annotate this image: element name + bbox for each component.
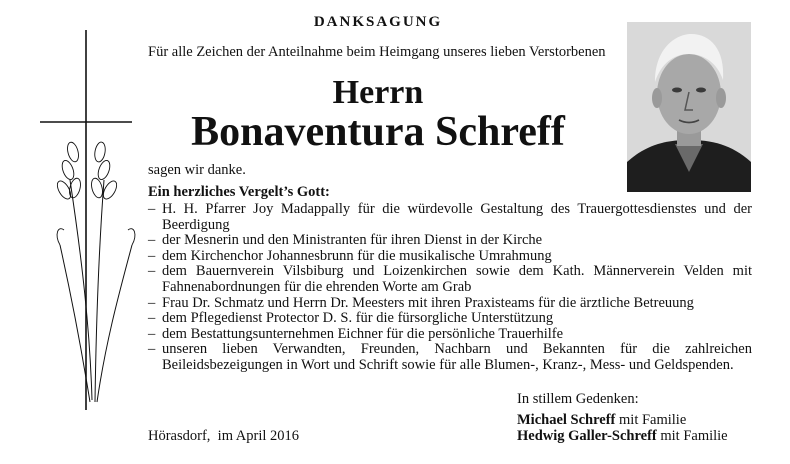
list-item: – Frau Dr. Schmatz und Herrn Dr. Meesters mit ihren Praxisteams für die ärztliche Betreuung: [148, 296, 752, 312]
notice-heading: DANKSAGUNG: [313, 14, 443, 30]
list-item: – unseren lieben Verwandten, Freunden, Nachbarn und Bekannten für die zahlreichen Beileidsbezeigungen in Wort und Schrift sowie für alle Blumen-, Kranz-, Mess- und Geldspenden.: [148, 342, 752, 373]
cross-with-wheat-icon: [40, 30, 140, 410]
signer-name: Hedwig Galler-Schreff: [517, 428, 657, 444]
signer-suffix: mit Familie: [615, 412, 687, 428]
signer-line: [517, 412, 686, 429]
list-item: – dem Kirchenchor Johannesbrunn für die musikalische Umrahmung: [148, 249, 752, 265]
list-item: – dem Bestattungsunternehmen Eichner für die persönliche Trauerhilfe: [148, 327, 752, 343]
signer-name: Michael Schreff: [517, 412, 616, 428]
deceased-name: Bonaventura Schreff: [191, 109, 565, 155]
list-item: – dem Pflegedienst Protector D. S. für die fürsorgliche Unterstützung: [148, 311, 752, 327]
intro-text: Für alle Zeichen der Anteilnahme beim Heimgang unseres lieben Verstorbenen: [148, 44, 606, 60]
thanks-list: [148, 202, 752, 374]
thanks-text: sagen wir danke.: [148, 162, 246, 178]
thanks-subheading: Ein herzliches Vergelt’s Gott:: [148, 184, 330, 200]
list-item: – dem Bauernverein Vilsbiburg und Loizenkirchen sowie dem Kath. Männerverein Velden mit Fahnenabordnungen für die ehrenden Worte am Grab: [148, 264, 752, 295]
signer-line: [517, 428, 728, 445]
list-item: – der Mesnerin und den Ministranten für ihren Dienst in der Kirche: [148, 233, 752, 249]
honorific: Herrn: [332, 74, 424, 111]
portrait-photo: [627, 22, 751, 192]
signer-suffix: mit Familie: [656, 428, 728, 444]
closing-greeting: In stillem Gedenken:: [517, 391, 639, 407]
place-and-date: Hörasdorf, im April 2016: [148, 428, 300, 444]
list-item: – H. H. Pfarrer Joy Madappally für die würdevolle Gestaltung des Trauergottesdienstes und der Beerdigung: [148, 202, 752, 233]
